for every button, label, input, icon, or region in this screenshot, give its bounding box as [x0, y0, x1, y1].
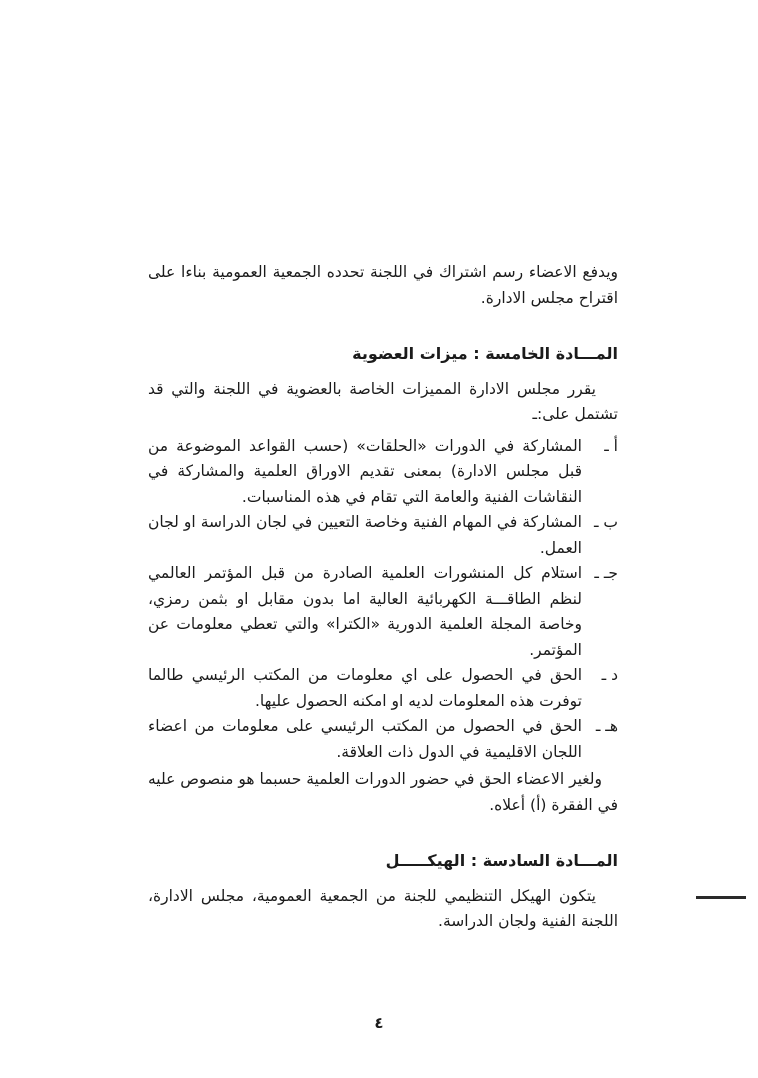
scan-artifact-line — [696, 896, 746, 899]
item-marker-ha: هـ ـ — [595, 717, 618, 735]
item-text: استلام كل المنشورات العلمية الصادرة من قبل المؤتمر العالمي لنظم الطاقـــة الكهربائية العالية اما بدون مقابل او بثمن رمزي، وخاصة المجلة العلمية الدورية «الكترا» والتي تعطي معلومات عن المؤتمر. — [148, 564, 582, 659]
non-members-paragraph: ولغير الاعضاء الحق في حضور الدورات العلمية حسبما هو منصوص عليه في الفقرة (أ) أعلاه. — [148, 770, 618, 814]
membership-fee-paragraph: ويدفع الاعضاء رسم اشتراك في اللجنة تحدده الجمعية العمومية بناءا على اقتراح مجلس الادارة. — [148, 263, 618, 307]
list-item — [148, 663, 618, 714]
item-marker-jeem: جـ ـ — [594, 564, 618, 582]
item-marker-alef: أ ـ — [604, 436, 618, 455]
item-text: الحق في الحصول من المكتب الرئيسي على معلومات من اعضاء اللجان الاقليمية في الدول ذات العلاقة. — [148, 717, 582, 761]
article-five-heading: المـــادة الخامسة : ميزات العضوية — [352, 344, 618, 363]
list-item — [148, 510, 618, 561]
membership-benefits-list — [148, 434, 618, 766]
item-text: المشاركة في المهام الفنية وخاصة التعيين في لجان الدراسة او لجان العمل. — [148, 513, 582, 557]
article-five-intro: يقرر مجلس الادارة المميزات الخاصة بالعضوية في اللجنة والتي قد تشتمل على:ـ — [148, 379, 618, 423]
item-marker-dal: د ـ — [601, 666, 618, 684]
page-content — [148, 260, 618, 941]
article-six-heading: المـــادة السادسة : الهيكـــــل — [385, 851, 618, 870]
list-item — [148, 714, 618, 765]
item-marker-ba: ب ـ — [593, 513, 618, 531]
list-item — [148, 434, 618, 511]
page-number: ٤ — [374, 1014, 384, 1032]
item-text: الحق في الحصول على اي معلومات من المكتب الرئيسي طالما توفرت هذه المعلومات لديه او امكنه الحصول عليها. — [148, 666, 582, 710]
article-six-body: يتكون الهيكل التنظيمي للجنة من الجمعية العمومية، مجلس الادارة، اللجنة الفنية ولجان الدراسة. — [148, 886, 618, 930]
item-text: المشاركة في الدورات «الحلقات» (حسب القواعد الموضوعة من قبل مجلس الادارة) بمعنى تقديم الاوراق العلمية والمشاركة في النقاشات الفنية والعامة التي تقام في هذه المناسبات. — [148, 436, 582, 506]
list-item — [148, 561, 618, 663]
